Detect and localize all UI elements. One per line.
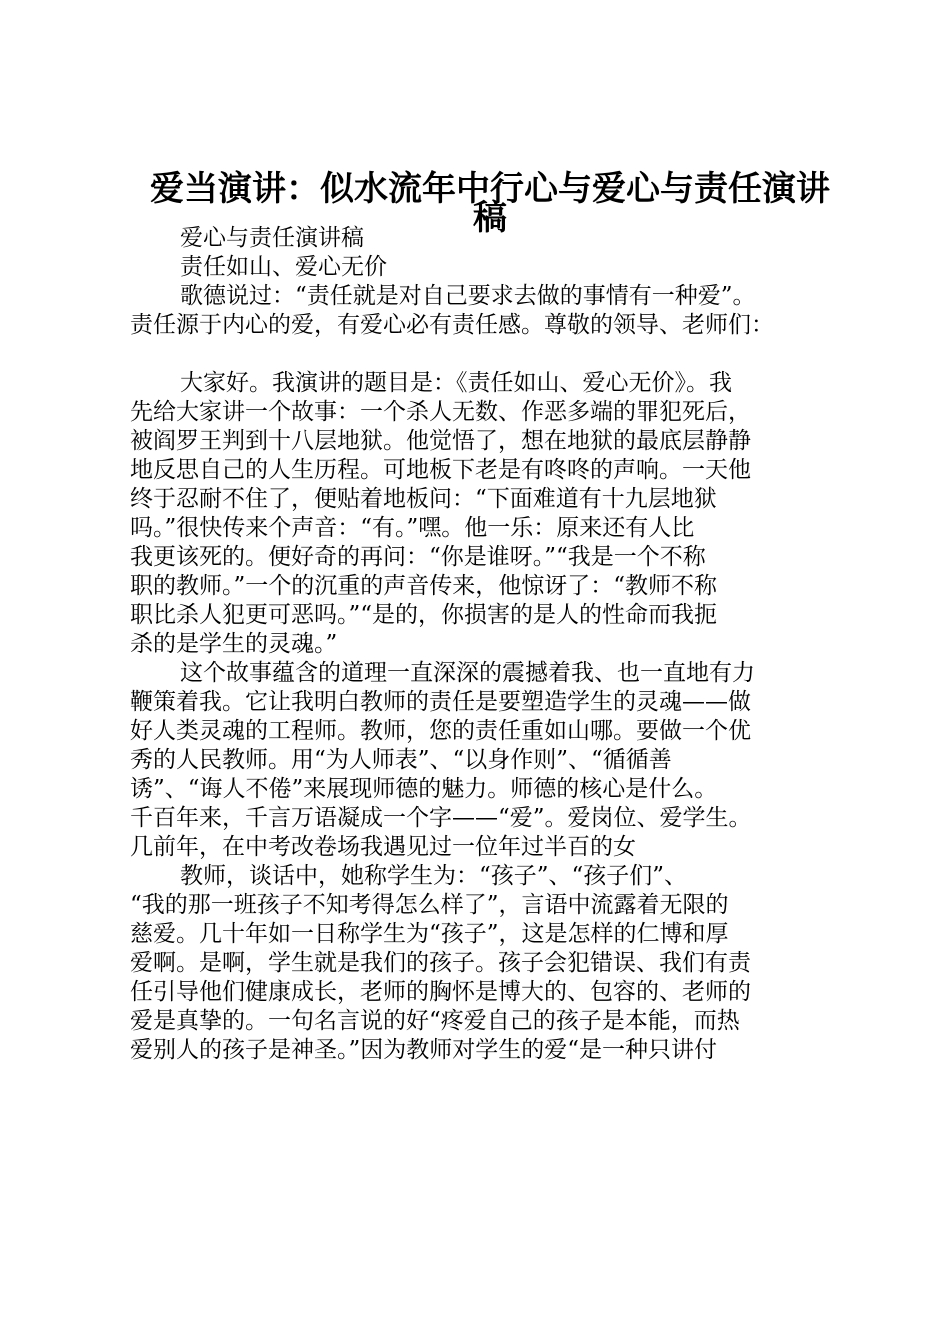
body-text-line: 吗。”很快传来个声音：“有。”嘿。他一乐：原来还有人比 [130, 515, 695, 541]
body-text-line: 爱是真挚的。一句名言说的好“疼爱自己的孩子是本能，而热 [130, 1008, 740, 1034]
body-text-line: “我的那一班孩子不知考得怎么样了”，言语中流露着无限的 [130, 892, 729, 918]
document-page [130, 160, 850, 1065]
body-text-line: 几前年，在中考改卷场我遇见过一位年过半百的女 [130, 834, 636, 860]
body-text-line: 慈爱。几十年如一日称学生为“孩子”，这是怎样的仁博和厚 [130, 921, 729, 947]
body-text-line: 好人类灵魂的工程师。教师，您的责任重如山哪。要做一个优 [130, 718, 751, 744]
body-text-line: 任引导他们健康成长，老师的胸怀是博大的、包容的、老师的 [130, 979, 751, 1005]
body-text-line: 鞭策着我。它让我明白教师的责任是要塑造学生的灵魂——做 [130, 689, 751, 715]
body-text-line: 这个故事蕴含的道理一直深深的震撼着我、也一直地有力 [180, 660, 755, 686]
document-title [130, 160, 850, 238]
body-text-line: 歌德说过：“责任就是对自己要求去做的事情有一种爱”。 [180, 283, 756, 309]
body-text-line: 职的教师。”一个的沉重的声音传来，他惊讶了：“教师不称 [130, 573, 718, 599]
body-text-line: 爱心与责任演讲稿 [180, 225, 364, 251]
blank-line [130, 340, 850, 369]
body-text-line: 责任如山、爱心无价 [180, 254, 387, 280]
body-text-line: 教师，谈话中，她称学生为：“孩子”、“孩子们”、 [180, 863, 688, 889]
body-text-line: 杀的是学生的灵魂。” [130, 631, 338, 657]
body-text-line: 我更该死的。便好奇的再问：“你是谁呀。”“我是一个不称 [130, 544, 706, 570]
body-text-line: 责任源于内心的爱，有爱心必有责任感。尊敬的领导、老师们： [130, 312, 774, 338]
body-text-line: 地反思自己的人生历程。可地板下老是有咚咚的声响。一天他 [130, 457, 751, 483]
document-body [130, 224, 850, 1065]
body-text-line: 大家好。我演讲的题目是：《责任如山、爱心无价》。我 [180, 370, 732, 396]
body-text-line: 秀的人民教师。用“为人师表”、“以身作则”、“循循善 [130, 747, 672, 773]
body-text-line: 爱别人的孩子是神圣。”因为教师对学生的爱“是一种只讲付 [130, 1037, 718, 1063]
body-text-line: 职比杀人犯更可恶吗。”“是的，你损害的是人的性命而我扼 [130, 602, 718, 628]
title-line: 爱当演讲：似水流年中行心与爱心与责任演讲 [150, 169, 830, 209]
body-text-line: 被阎罗王判到十八层地狱。他觉悟了，想在地狱的最底层静静 [130, 428, 751, 454]
body-text-line: 终于忍耐不住了，便贴着地板问：“下面难道有十九层地狱 [130, 486, 717, 512]
title-line: 稿 [473, 198, 507, 238]
body-text-line: 爱啊。是啊，学生就是我们的孩子。孩子会犯错误、我们有责 [130, 950, 751, 976]
body-text-line: 先给大家讲一个故事：一个杀人无数、作恶多端的罪犯死后， [130, 399, 751, 425]
body-text-line: 千百年来，千言万语凝成一个字——“爱”。爱岗位、爱学生。 [130, 805, 752, 831]
body-text-line: 诱”、“诲人不倦”来展现师德的魅力。师德的核心是什么。 [130, 776, 718, 802]
